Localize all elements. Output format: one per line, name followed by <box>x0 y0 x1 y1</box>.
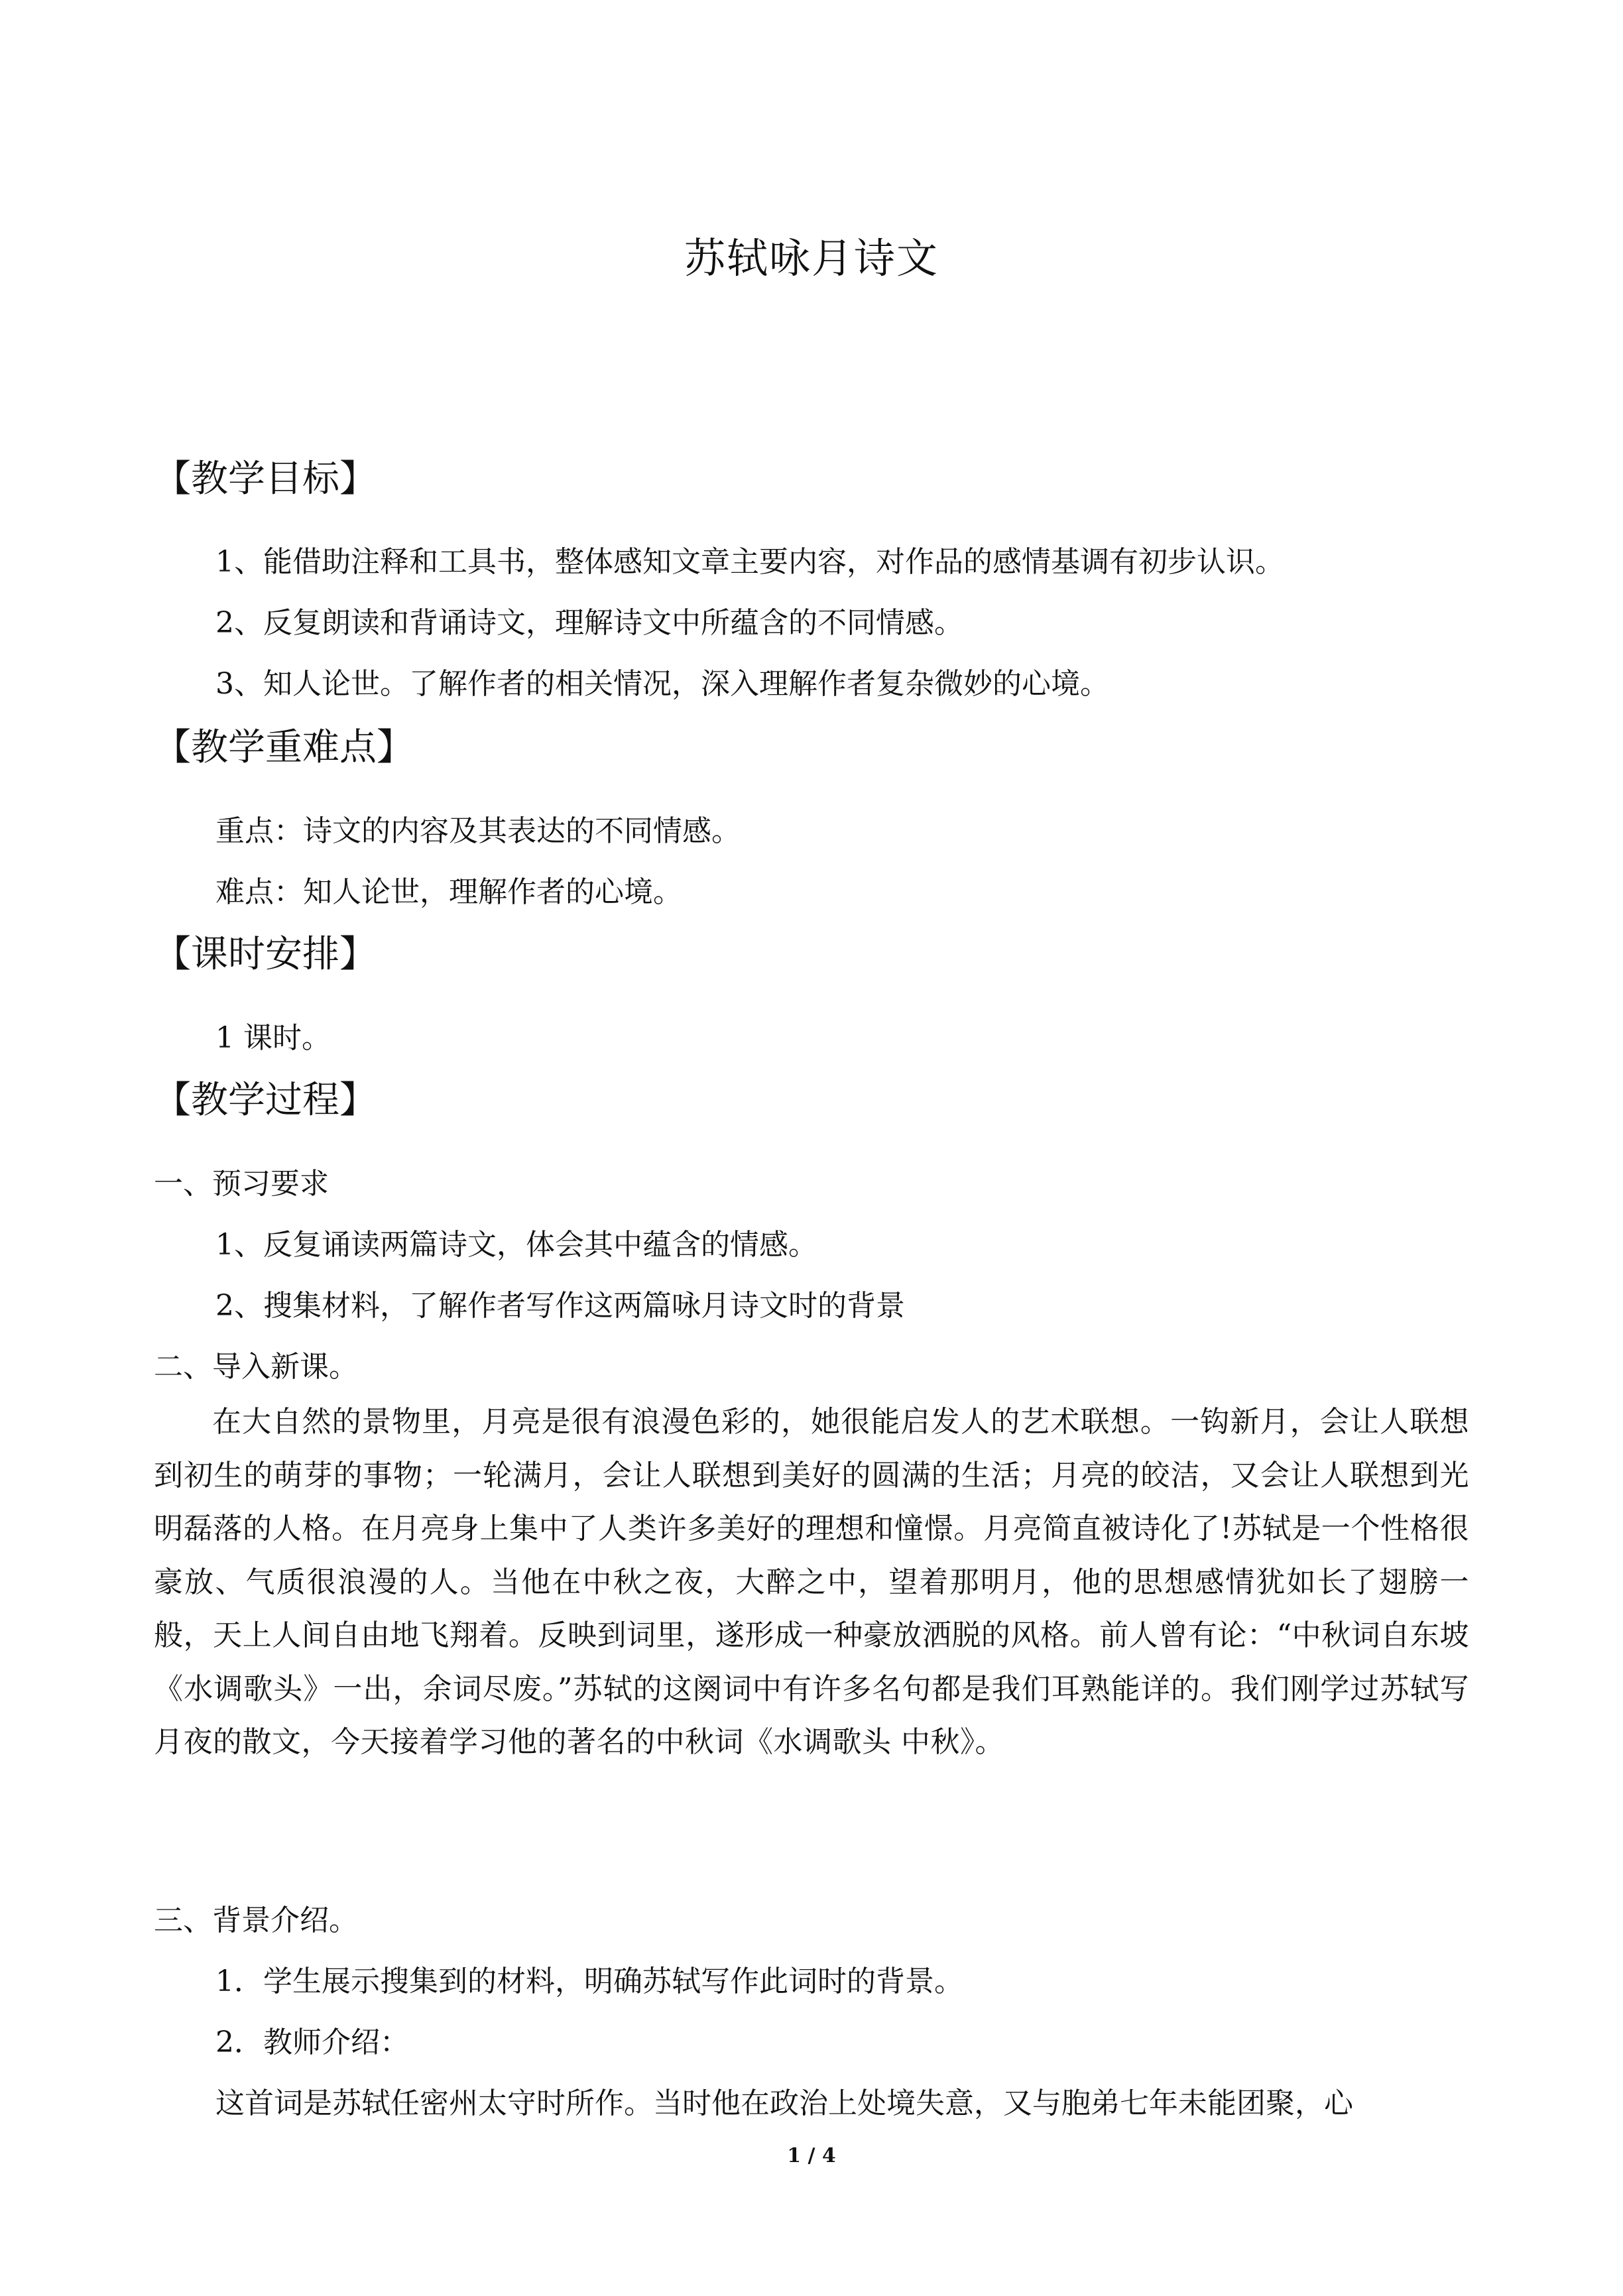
background-text: 这首词是苏轼任密州太守时所作。当时他在政治上处境失意，又与胞弟七年未能团聚，心 <box>215 2086 1353 2120</box>
background-item-1: 1．学生展示搜集到的材料，明确苏轼写作此词时的背景。 <box>215 1964 963 1998</box>
page-title: 苏轼咏月诗文 <box>684 234 939 282</box>
preview-title: 一、预习要求 <box>154 1167 329 1201</box>
goal-item-3: 3、知人论世。了解作者的相关情况，深入理解作者复杂微妙的心境。 <box>215 667 1109 701</box>
intro-title: 二、导入新课。 <box>154 1350 358 1384</box>
section-heading-keypoints: 【教学重难点】 <box>154 726 414 769</box>
preview-item-1: 1、反复诵读两篇诗文，体会其中蕴含的情感。 <box>215 1228 817 1262</box>
section-heading-goals: 【教学目标】 <box>154 457 377 501</box>
goal-item-1: 1、能借助注释和工具书，整体感知文章主要内容，对作品的感情基调有初步认识。 <box>215 545 1284 579</box>
schedule-text: 1 课时。 <box>215 1021 331 1055</box>
section-heading-process: 【教学过程】 <box>154 1079 377 1122</box>
preview-item-2: 2、搜集材料，了解作者写作这两篇咏月诗文时的背景 <box>215 1289 905 1323</box>
page-number: 1 / 4 <box>787 2144 836 2167</box>
background-title: 三、背景介绍。 <box>154 1903 358 1937</box>
key-difficulty-text: 难点：知人论世，理解作者的心境。 <box>215 875 682 909</box>
goal-item-2: 2、反复朗读和背诵诗文，理解诗文中所蕴含的不同情感。 <box>215 606 963 640</box>
section-heading-schedule: 【课时安排】 <box>154 933 377 976</box>
background-item-2: 2．教师介绍： <box>215 2025 409 2059</box>
key-focus-text: 重点：诗文的内容及其表达的不同情感。 <box>215 814 741 848</box>
intro-paragraph: 在大自然的景物里，月亮是很有浪漫色彩的，她很能启发人的艺术联想。一钩新月，会让人联想到初生的萌芽的事物；一轮满月，会让人联想到美好的圆满的生活；月亮的皎洁，又会让人联想到光明磊落的人格。在月亮身上集中了人类许多美好的理想和憧憬。月亮简直被诗化了!苏轼是一个性格很豪放、气质很浪漫的人。当他在中秋之夜，大醉之中，望着那明月，他的思想感情犹如长了翅膀一般，天上人间自由地飞翔着。反映到词里，遂形成一种豪放洒脱的风格。前人曾有论：“中秋词自东坡《水调歌头》一出，余词尽废。”苏轼的这阕词中有许多名句都是我们耳熟能详的。我们刚学过苏轼写月夜的散文，今天接着学习他的著名的中秋词《水调歌头 中秋》。 <box>154 1405 1469 1759</box>
